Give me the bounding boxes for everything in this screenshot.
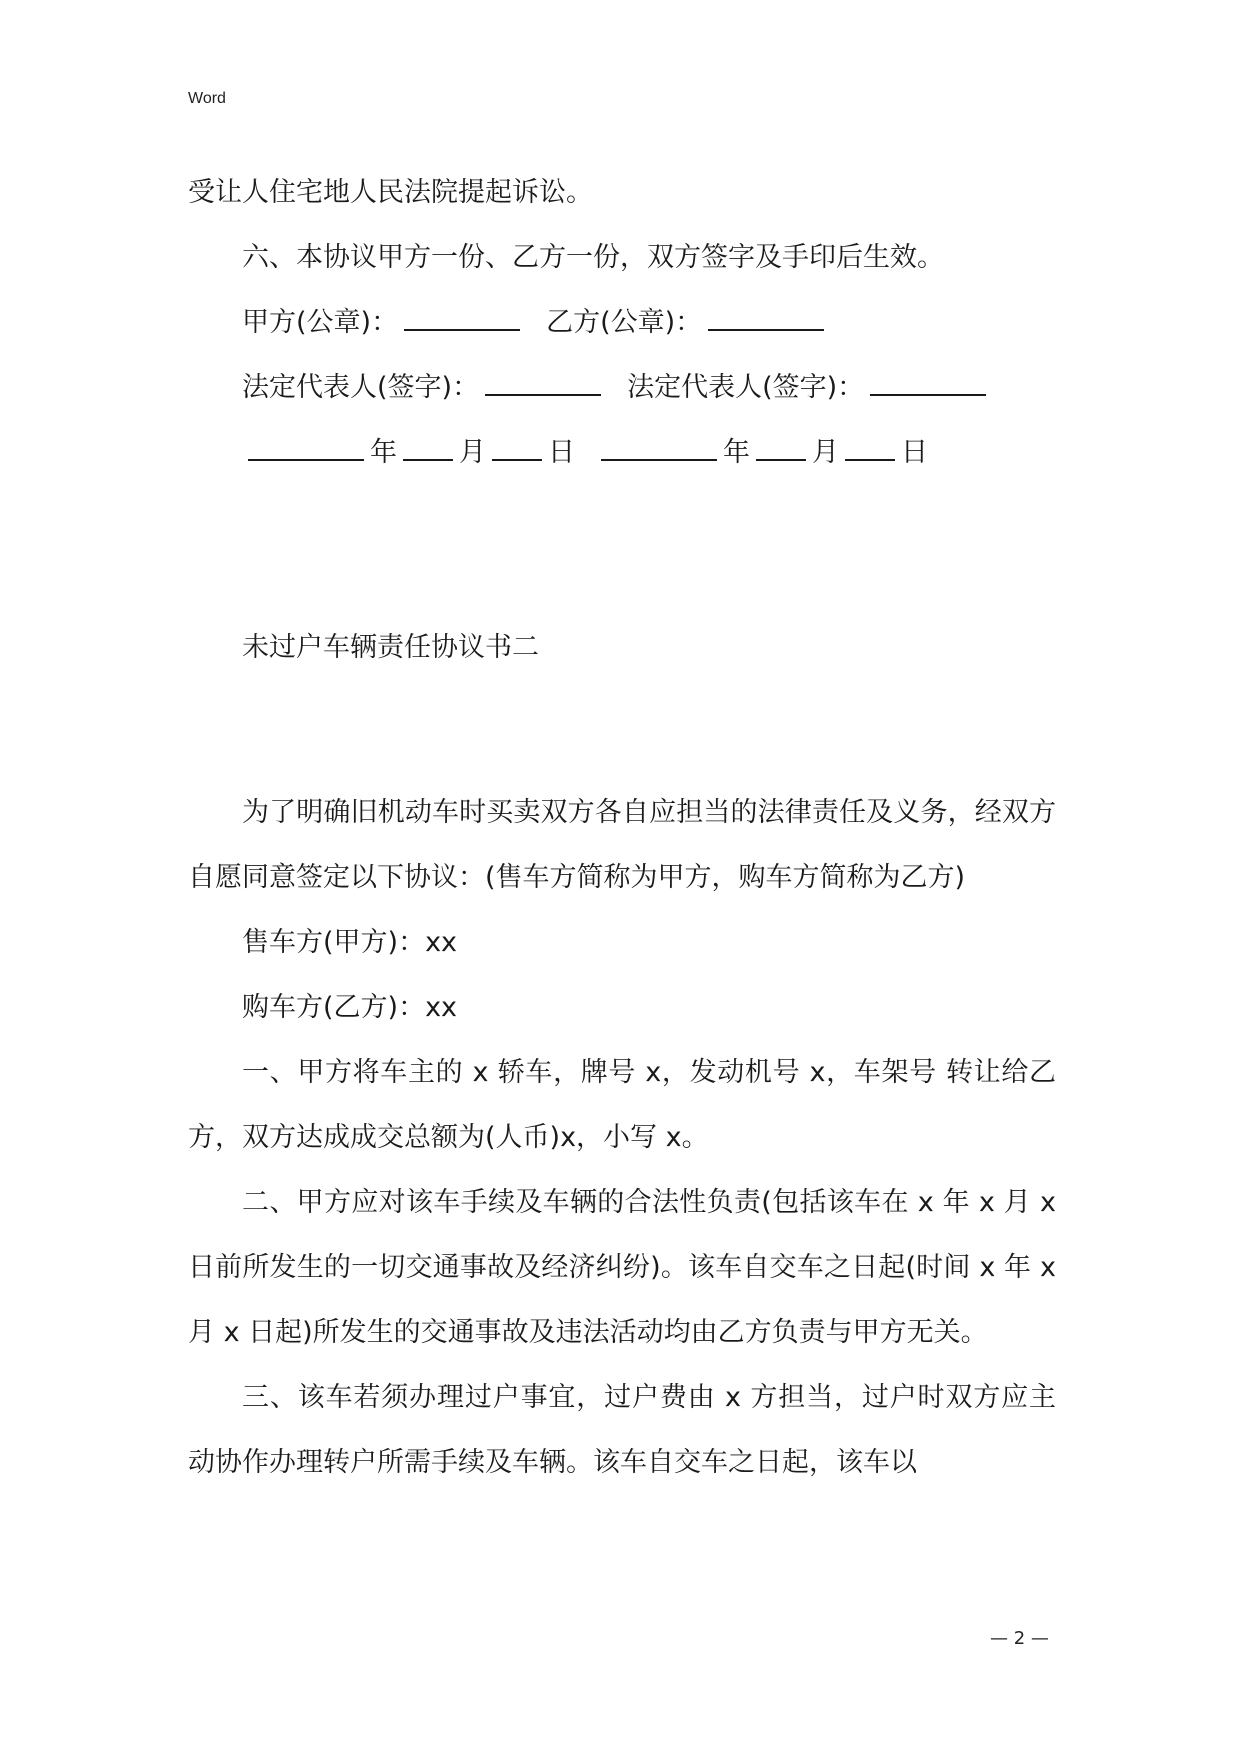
seller-line: 售车方(甲方)：xx: [242, 927, 458, 958]
month-a-blank: [403, 432, 453, 461]
clause-6: 六、本协议甲方一份、乙方一份，双方签字及手印后生效。: [242, 242, 944, 273]
party-b-seal-blank: [708, 302, 824, 331]
year-b-label: 年: [723, 437, 750, 468]
signature-seal-row: [188, 290, 1056, 355]
month-b-label: 月: [812, 437, 839, 468]
page-number: — 2 —: [990, 1628, 1049, 1649]
date-row: [188, 420, 1056, 485]
year-a-label: 年: [370, 437, 397, 468]
document-body: [188, 160, 1056, 1495]
intro-paragraph: 为了明确旧机动车时买卖双方各自应担当的法律责任及义务，经双方自愿同意签定以下协议：(售车方简称为甲方，购车方简称为乙方): [188, 797, 1056, 893]
year-a-blank: [248, 432, 364, 461]
header-label: Word: [188, 90, 226, 107]
day-b-blank: [845, 432, 895, 461]
rep-a-label: 法定代表人(签字)：: [242, 372, 480, 403]
rep-a-blank: [485, 367, 601, 396]
month-b-blank: [756, 432, 806, 461]
day-b-label: 日: [901, 437, 928, 468]
continuation-line: 受让人住宅地人民法院提起诉讼。: [188, 177, 593, 208]
year-b-blank: [601, 432, 717, 461]
party-a-seal-label: 甲方(公章)：: [242, 307, 399, 338]
signature-rep-row: [188, 355, 1056, 420]
clause-3: 三、该车若须办理过户事宜，过户费由 x 方担当，过户时双方应主动协作办理转户所需手续及车辆。该车自交车之日起，该车以: [188, 1382, 1056, 1478]
party-a-seal-blank: [404, 302, 520, 331]
buyer-line: 购车方(乙方)：xx: [242, 992, 458, 1023]
clause-1: 一、甲方将车主的 x 轿车，牌号 x，发动机号 x，车架号 转让给乙方，双方达成成交总额为(人币)x，小写 x。: [188, 1057, 1056, 1153]
clause-2: 二、甲方应对该车手续及车辆的合法性负责(包括该车在 x 年 x 月 x 日前所发生的一切交通事故及经济纠纷)。该车自交车之日起(时间 x 年 x 月 x 日起)所发生的交通事故及违法活动均由乙方负责与甲方无关。: [188, 1187, 1056, 1348]
month-a-label: 月: [459, 437, 486, 468]
agreement-title: 未过户车辆责任协议书二: [242, 632, 539, 663]
rep-b-blank: [870, 367, 986, 396]
day-a-label: 日: [548, 437, 575, 468]
rep-b-label: 法定代表人(签字)：: [627, 372, 865, 403]
party-b-seal-label: 乙方(公章)：: [546, 307, 703, 338]
day-a-blank: [492, 432, 542, 461]
